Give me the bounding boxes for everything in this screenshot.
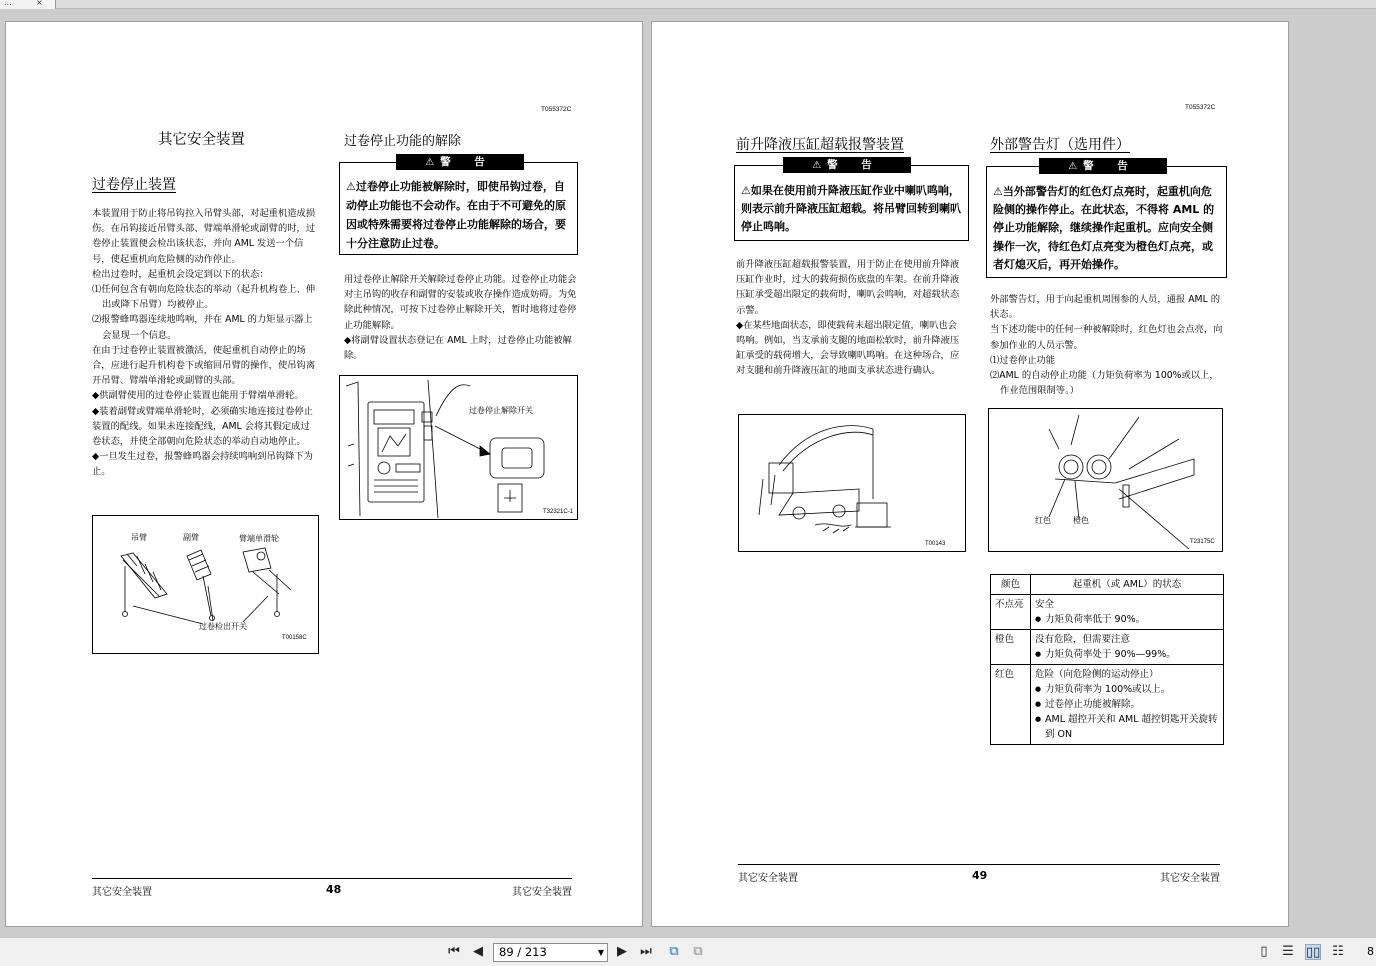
list-item: ● 力矩负荷率低于 90%。 — [1035, 612, 1219, 627]
table-row — [991, 665, 1224, 745]
label-overwind-switch: 过卷检出开关 — [199, 622, 247, 631]
figure-front-cylinder — [738, 414, 966, 552]
footer-left: 其它安全装置 — [92, 887, 152, 898]
section-title-warning-light: 外部警告灯（选用件） — [990, 137, 1130, 153]
footer-left: 其它安全装置 — [738, 873, 798, 884]
figure-code: T00143 — [925, 541, 946, 547]
warning-box — [734, 159, 969, 241]
tab-label: ... — [4, 0, 12, 7]
paragraph: 在由于过卷停止装置被激活，使起重机自动停止的场合，应进行起升机构卷下或缩回吊臂的操作，使吊钩离开吊臂、臂端单滑轮或副臂的头部。 — [92, 344, 316, 387]
paragraph: ◆在某些地面状态，即使载荷未超出限定值，喇叭也会鸣响。例如，当支承前支腿的地面松软时，前升降液压缸承受的载荷增大，会导致喇叭鸣响。在这种场合，应对支腿和前升降液压缸的地面支承状态进行确认。 — [736, 319, 960, 377]
list-item: ● 力矩负荷率为 100%或以上。 — [1035, 682, 1219, 697]
state-cell: 安全 ● 力矩负荷率低于 90%。 — [1031, 595, 1224, 630]
figure-overwind-detector — [92, 515, 319, 654]
table-header-row — [991, 575, 1224, 595]
document-tab[interactable] — [0, 0, 56, 9]
warning-icon: ⚠ — [993, 185, 1003, 198]
page-48 — [5, 21, 643, 927]
section-title-front-cylinder: 前升降液压缸超载报警装置 — [736, 137, 904, 153]
paragraph: 检出过卷时，起重机会设定到以下的状态： — [92, 268, 269, 280]
status-table — [990, 574, 1224, 745]
warning-icon: ⚠ — [346, 180, 356, 193]
label-boom: 吊臂 — [131, 533, 147, 542]
warning-lamp-illustration — [989, 409, 1224, 553]
first-page-button[interactable]: ⏮ — [448, 944, 460, 959]
table-row — [991, 595, 1224, 630]
figure-code: T32321C-1 — [543, 509, 574, 515]
label-single-sheave: 臂端单滑轮 — [239, 534, 279, 543]
warning-label: ⚠ 警 告 — [1039, 158, 1167, 174]
figure-warning-light — [988, 408, 1223, 552]
page-number-input[interactable] — [493, 943, 608, 962]
paragraph: ◆装着副臂或臂端单滑轮时，必须确实地连接过卷停止装置的配线。如果未连接配线，AML 会将其假定成过卷状态，并使全部朝向危险状态的举动自动地停止。 — [92, 405, 313, 448]
color-cell: 不点亮 — [991, 595, 1031, 630]
label-orange: 橙色 — [1073, 516, 1089, 525]
paragraph: 外部警告灯，用于向起重机周围参的人员，通报 AML 的状态。 — [990, 294, 1221, 321]
section-title-release: 过卷停止功能的解除 — [344, 134, 462, 149]
last-page-button[interactable]: ⏭ — [640, 944, 652, 959]
column-header: 起重机（或 AML）的状态 — [1031, 575, 1224, 595]
list-item: ● 力矩负荷率处于 90%—99%。 — [1035, 647, 1219, 662]
warning-icon: ⚠ — [1068, 161, 1078, 172]
figure-release-switch — [339, 375, 578, 520]
paragraph: 用过卷停止解除开关解除过卷停止功能。过卷停止功能会对主吊钩的收存和副臂的安装或收存操作造成妨碍。为免除此种情况，可按下过卷停止解除开关，暂时地将过卷停止功能解除。 — [344, 274, 577, 331]
warning-box — [339, 156, 578, 255]
paragraph: ◆供副臂使用的过卷停止装置也能用于臂端单滑轮。 — [92, 390, 304, 402]
release-body — [344, 272, 578, 363]
cab-panel-illustration — [340, 376, 579, 521]
section-body — [92, 206, 318, 480]
doc-id: T055372C — [541, 106, 572, 113]
warning-text: ⚠如果在使用前升降液压缸作业中喇叭鸣响，则表示前升降液压缸超载。将吊臂回转到喇叭停止鸣响。 — [741, 184, 961, 233]
footer-right: 其它安全装置 — [512, 887, 572, 898]
document-viewer[interactable] — [0, 9, 1376, 937]
page-title: 其它安全装置 — [158, 132, 245, 148]
navigation-toolbar — [0, 937, 1376, 966]
crane-lifting-illustration — [739, 415, 967, 553]
page-footer — [738, 864, 1220, 884]
list-item: ⑴过卷停止功能 — [990, 354, 1056, 366]
previous-view-icon[interactable]: ⧉ — [669, 944, 679, 959]
table-row — [991, 630, 1224, 665]
state-cell: 危险（向危险侧的运动停止） ● 力矩负荷率为 100%或以上。 ● 过卷停止功能被解除。 ● AML 超控开关和 AML 超控钥匙开关旋转到 ON — [1031, 665, 1224, 745]
paragraph: 当下述功能中的任何一种被解除时，红色灯也会点亮，向参加作业的人员示警。 — [990, 324, 1223, 351]
figure-code: T23175C — [1190, 539, 1215, 545]
warning-icon: ⚠ — [741, 184, 751, 197]
chevron-down-icon[interactable]: ▼ — [597, 948, 604, 957]
close-icon[interactable]: × — [36, 0, 43, 7]
paragraph: 本装置用于防止将吊钩拉入吊臂头部，对起重机造成损伤。在吊钩接近吊臂头部、臂端单滑轮或副臂的时，过卷停止装置便会检出该状态，并向 AML 发送一个信号，使起重机向危险侧的动作停止。 — [92, 208, 316, 265]
warning-light-body — [990, 292, 1224, 398]
page-number-value: 89 / 213 — [499, 945, 547, 959]
warning-text: ⚠过卷停止功能被解除时，即使吊钩过卷，自动停止功能也不会动作。在由于不可避免的原因或特殊需要将过卷停止功能解除的场合，要十分注意防止过卷。 — [346, 180, 566, 250]
previous-page-button[interactable]: ◀ — [473, 944, 483, 959]
state-cell: 没有危险，但需要注意 ● 力矩负荷率处于 90%—99%。 — [1031, 630, 1224, 665]
warning-text: ⚠当外部警告灯的红色灯点亮时，起重机向危险侧的操作停止。在此状态，不得将 AML 的停止功能解除，继续操作起重机。应向安全侧操作一次，待红色灯点亮变为橙色灯点亮，或者灯熄灭后，再开始操作。 — [993, 185, 1215, 271]
list-item: ● AML 超控开关和 AML 超控钥匙开关旋转到 ON — [1035, 712, 1219, 742]
warning-label: ⚠ 警 告 — [783, 157, 911, 173]
label-jib: 副臂 — [183, 533, 199, 542]
section-title: 过卷停止装置 — [92, 177, 176, 193]
zoom-level[interactable]: 8 — [1367, 945, 1374, 958]
list-item: ⑵报警蜂鸣器连续地鸣响，并在 AML 的力矩显示器上会显现一个信息。 — [92, 314, 313, 341]
figure-code: T00158C — [282, 635, 307, 641]
two-page-continuous-view-icon[interactable]: ☷ — [1332, 944, 1344, 959]
warning-icon: ⚠ — [425, 157, 435, 168]
page-number: 49 — [972, 869, 988, 882]
tab-strip — [0, 0, 1376, 9]
list-item: ⑵AML 的自动停止功能（力矩负荷率为 100%或以上，作业范围限制等。） — [990, 370, 1219, 397]
color-cell: 红色 — [991, 665, 1031, 745]
column-header: 颜色 — [991, 575, 1031, 595]
list-item: ⑴任何包含有朝向危险状态的举动（起升机构卷上、伸出或降下吊臂）均被停止。 — [92, 284, 316, 311]
label-red: 红色 — [1035, 516, 1051, 525]
color-cell: 橙色 — [991, 630, 1031, 665]
page-49 — [651, 21, 1289, 927]
front-cylinder-body — [736, 257, 966, 379]
list-item: ● 过卷停止功能被解除。 — [1035, 697, 1219, 712]
two-page-view-icon[interactable]: ▯▯ — [1306, 945, 1321, 960]
continuous-view-icon[interactable]: ☰ — [1282, 944, 1294, 959]
next-page-button[interactable]: ▶ — [617, 944, 627, 959]
paragraph: 前升降液压缸超载报警装置，用于防止在使用前升降液压缸作业时，过大的载荷损伤底盘的车架。在前升降液压缸承受超出限定的载荷时，喇叭会鸣响，对超载状态示警。 — [736, 259, 960, 316]
page-number: 48 — [326, 883, 342, 896]
next-view-icon[interactable]: ⧉ — [693, 944, 703, 959]
label-release-switch: 过卷停止解除开关 — [469, 406, 533, 415]
warning-icon: ⚠ — [812, 160, 822, 171]
warning-label: ⚠ 警 告 — [396, 154, 524, 170]
warning-box — [986, 160, 1227, 278]
footer-right: 其它安全装置 — [1160, 873, 1220, 884]
doc-id: T055372C — [1185, 104, 1216, 111]
single-page-view-icon[interactable]: ▯ — [1260, 944, 1268, 959]
paragraph: ◆将副臂设置状态登记在 AML 上时，过卷停止功能被解除。 — [344, 334, 572, 362]
page-footer — [92, 878, 572, 898]
paragraph: ◆一旦发生过卷，报警蜂鸣器会持续鸣响到吊钩降下为止。 — [92, 451, 313, 478]
